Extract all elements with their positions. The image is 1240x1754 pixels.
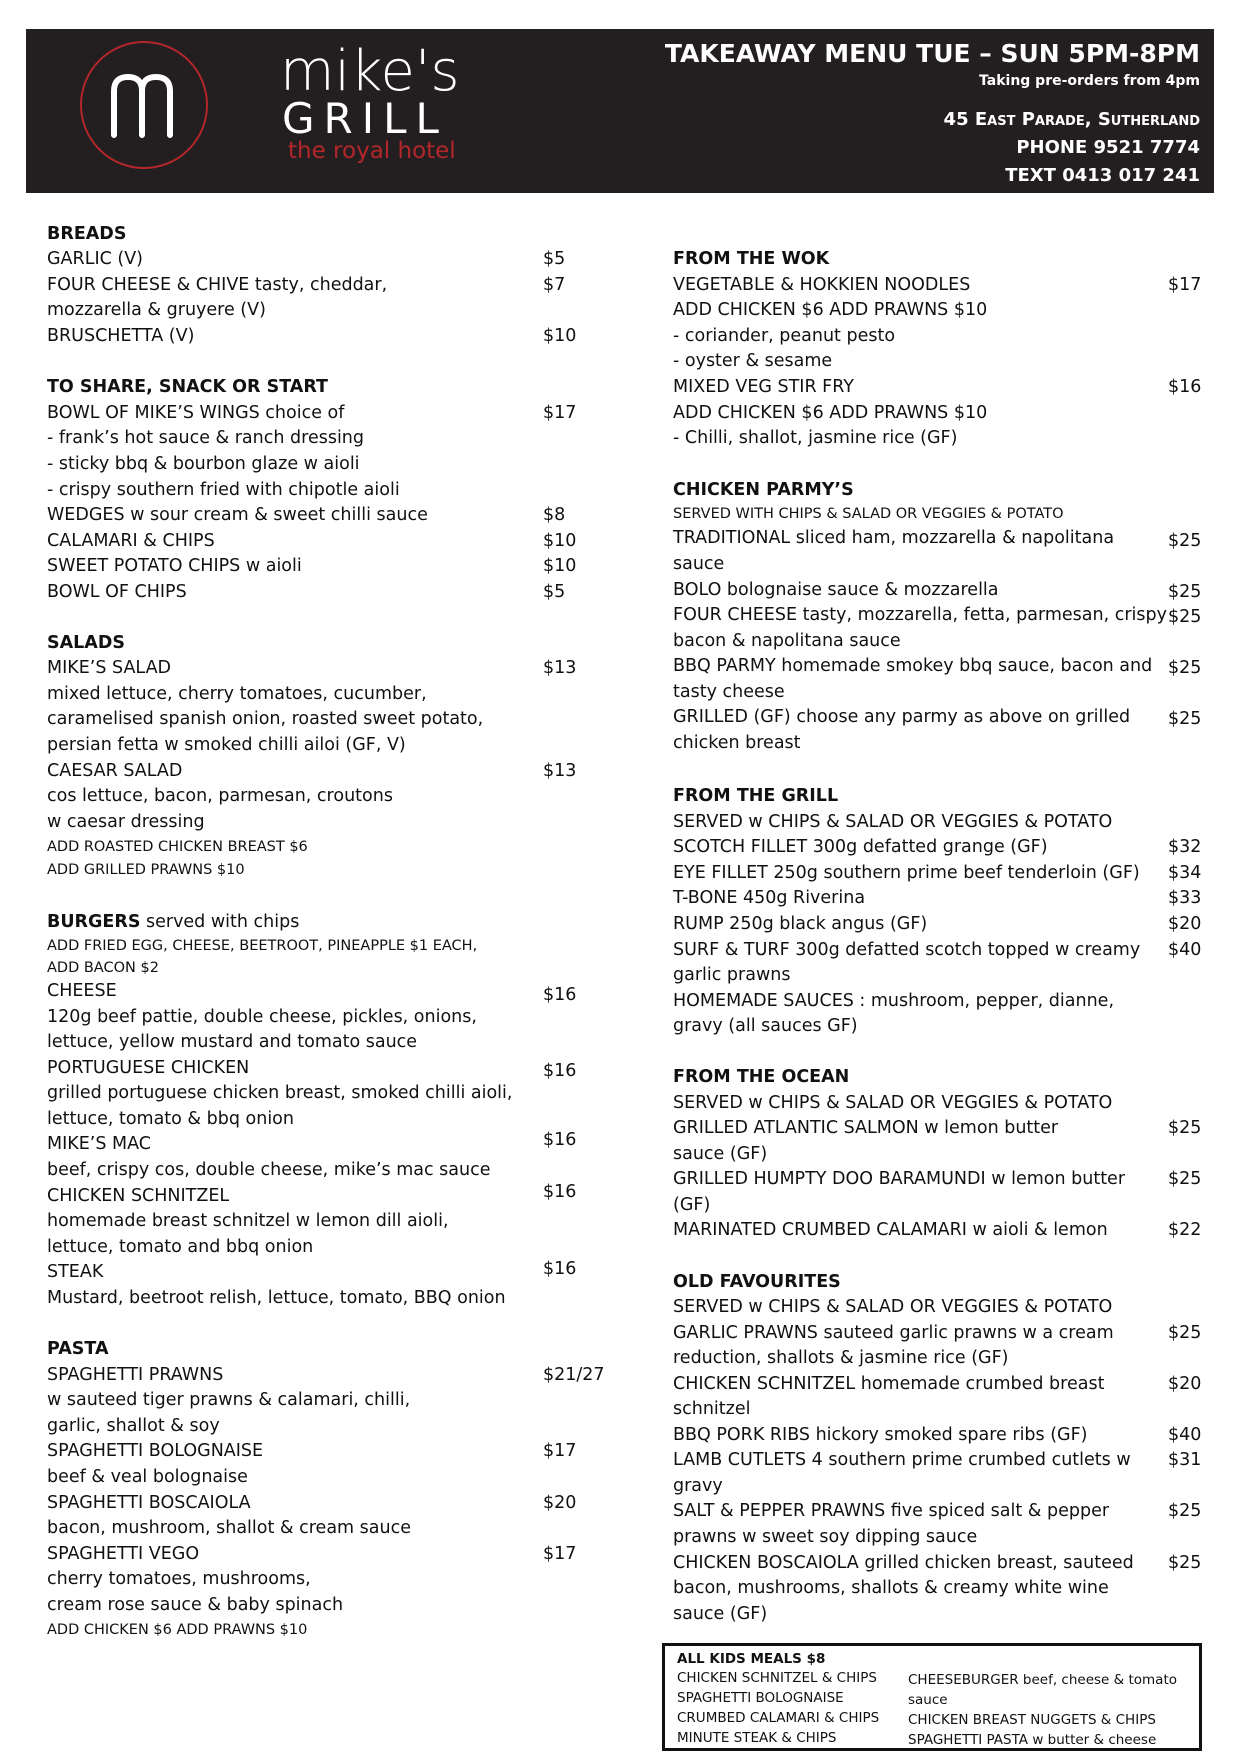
item-price: $20 [543,1493,577,1513]
item-price: $10 [543,556,577,576]
kids-item: SPAGHETTI PASTA w butter & cheese [908,1732,1157,1748]
item-price: $16 [543,1130,577,1150]
item-description: bacon & napolitana sauce [673,631,901,651]
item-description: - Chilli, shallot, jasmine rice (GF) [673,428,958,448]
section-note: SERVED w CHIPS & SALAD OR VEGGIES & POTATO [673,1093,1113,1113]
menu-item: BOWL OF MIKE’S WINGS choice of [47,403,345,423]
kids-item-description: sauce [908,1692,948,1708]
item-description: caramelised spanish onion, roasted sweet potato, [47,709,484,729]
item-price: $25 [1168,531,1202,551]
item-description: cos lettuce, bacon, parmesan, croutons [47,786,393,806]
burgers-heading: BURGERS [47,912,141,932]
phone: PHONE 9521 7774 [1016,137,1200,158]
item-price: $17 [543,403,577,423]
menu-item: TRADITIONAL sliced ham, mozzarella & napolitana [673,528,1115,548]
item-price: $25 [1168,1118,1202,1138]
item-price: $16 [543,1259,577,1279]
item-description: schnitzel [673,1399,751,1419]
address: 45 East Parade, Sutherland [943,109,1200,130]
menu-item: SPAGHETTI VEGO [47,1544,200,1564]
item-price: $16 [543,1182,577,1202]
item-price: $25 [1168,1501,1202,1521]
menu-item: SCOTCH FILLET 300g defatted grange (GF) [673,837,1048,857]
menu-item: PORTUGUESE CHICKEN [47,1058,250,1078]
item-price: $13 [543,658,577,678]
menu-title: TAKEAWAY MENU TUE – SUN 5PM-8PM [664,39,1200,68]
brand-subtitle: the royal hotel [288,138,456,164]
section-heading-parmy: CHICKEN PARMY’S [673,480,854,500]
item-price: $17 [1168,275,1202,295]
item-price: $21/27 [543,1365,605,1385]
header-banner [26,29,1214,193]
item-price: $5 [543,582,566,602]
item-description: bacon, mushrooms, shallots & creamy white wine [673,1578,1109,1598]
item-price: $25 [1168,582,1202,602]
item-price: $17 [543,1544,577,1564]
item-description: - sticky bbq & bourbon glaze w aioli [47,454,360,474]
section-heading-burgers [47,911,299,933]
menu-item: GRILLED HUMPTY DOO BARAMUNDI w lemon butter [673,1169,1126,1189]
menu-item: FOUR CHEESE & CHIVE tasty, cheddar, [47,275,388,295]
item-price: $5 [543,249,566,269]
section-heading-pasta: PASTA [47,1339,109,1359]
section-heading-favourites: OLD FAVOURITES [673,1272,841,1292]
item-description: beef & veal bolognaise [47,1467,248,1487]
kids-item: CRUMBED CALAMARI & CHIPS [677,1710,880,1726]
section-heading-breads: BREADS [47,224,127,244]
menu-item: MIKE’S SALAD [47,658,172,678]
item-price: $33 [1168,888,1202,908]
item-price: $16 [1168,377,1202,397]
menu-item: CALAMARI & CHIPS [47,531,215,551]
item-description: - crispy southern fried with chipotle aioli [47,480,400,500]
menu-item: FOUR CHEESE tasty, mozzarella, fetta, parmesan, crispy [673,605,1167,625]
menu-item: VEGETABLE & HOKKIEN NOODLES [673,275,971,295]
item-description: - frank’s hot sauce & ranch dressing [47,428,365,448]
kids-heading: ALL KIDS MEALS $8 [677,1651,826,1667]
menu-item: CHICKEN SCHNITZEL homemade crumbed breast [673,1374,1105,1394]
item-price: $22 [1168,1220,1202,1240]
item-price: $16 [543,985,577,1005]
item-addon: ADD BACON $2 [47,960,159,976]
logo-circle [80,41,208,169]
menu-item: GARLIC (V) [47,249,144,269]
kids-item: CHICKEN SCHNITZEL & CHIPS [677,1670,877,1686]
item-description: sauce (GF) [673,1144,768,1164]
item-description: bacon, mushroom, shallot & cream sauce [47,1518,411,1538]
menu-item: STEAK [47,1262,104,1282]
item-description: w sauteed tiger prawns & calamari, chilli, [47,1390,411,1410]
item-description: lettuce, yellow mustard and tomato sauce [47,1032,418,1052]
menu-item: T-BONE 450g Riverina [673,888,866,908]
item-description: sauce [673,554,725,574]
item-price: $7 [543,275,566,295]
menu-item: SWEET POTATO CHIPS w aioli [47,556,302,576]
menu-item: CHEESE [47,981,117,1001]
item-description: mixed lettuce, cherry tomatoes, cucumber, [47,684,427,704]
item-price: $20 [1168,914,1202,934]
item-description: - oyster & sesame [673,351,833,371]
item-addon: ADD CHICKEN $6 ADD PRAWNS $10 [673,300,988,320]
item-description: tasty cheese [673,682,785,702]
item-addon: ADD ROASTED CHICKEN BREAST $6 [47,839,308,855]
menu-item: CHICKEN SCHNITZEL [47,1186,230,1206]
item-description: chicken breast [673,733,801,753]
menu-subtitle: Taking pre-orders from 4pm [979,73,1200,89]
menu-item: WEDGES w sour cream & sweet chilli sauce [47,505,428,525]
kids-meals-box [662,1643,1202,1751]
section-note: SERVED w CHIPS & SALAD OR VEGGIES & POTATO [673,812,1113,832]
text-number: TEXT 0413 017 241 [1005,165,1200,186]
menu-item: SURF & TURF 300g defatted scotch topped w creamy [673,940,1141,960]
item-addon: ADD CHICKEN $6 ADD PRAWNS $10 [673,403,988,423]
item-description: sauce (GF) [673,1604,768,1624]
item-description: 120g beef pattie, double cheese, pickles, onions, [47,1007,477,1027]
menu-item: LAMB CUTLETS 4 southern prime crumbed cutlets w [673,1450,1131,1470]
item-description: HOMEMADE SAUCES : mushroom, pepper, dianne, [673,991,1115,1011]
menu-item: CAESAR SALAD [47,761,183,781]
item-addon: ADD CHICKEN $6 ADD PRAWNS $10 [47,1622,308,1638]
menu-item: GRILLED (GF) choose any parmy as above on grilled [673,707,1131,727]
section-heading-share: TO SHARE, SNACK OR START [47,377,328,397]
menu-item: BOLO bolognaise sauce & mozzarella [673,580,999,600]
kids-item: CHICKEN BREAST NUGGETS & CHIPS [908,1712,1156,1728]
item-price: $25 [1168,1553,1202,1573]
section-heading-grill: FROM THE GRILL [673,786,839,806]
brand-grill: GRILL [282,94,448,143]
menu-item: SPAGHETTI BOLOGNAISE [47,1441,264,1461]
item-price: $20 [1168,1374,1202,1394]
item-price: $40 [1168,1425,1202,1445]
menu-item: MARINATED CRUMBED CALAMARI w aioli & lemon [673,1220,1108,1240]
menu-item: GARLIC PRAWNS sauteed garlic prawns w a cream [673,1323,1114,1343]
item-description: Mustard, beetroot relish, lettuce, tomato, BBQ onion [47,1288,506,1308]
item-description: grilled portuguese chicken breast, smoked chilli aioli, [47,1083,513,1103]
item-description: cream rose sauce & baby spinach [47,1595,344,1615]
kids-item: SPAGHETTI BOLOGNAISE [677,1690,844,1706]
section-note: SERVED w CHIPS & SALAD OR VEGGIES & POTATO [673,1297,1113,1317]
item-description: lettuce, tomato and bbq onion [47,1237,314,1257]
item-addon: ADD FRIED EGG, CHEESE, BEETROOT, PINEAPPLE $1 EACH, [47,938,478,954]
item-description: gravy (all sauces GF) [673,1016,858,1036]
burgers-heading-note: served with chips [140,912,300,932]
item-price: $25 [1168,709,1202,729]
item-price: $10 [543,531,577,551]
menu-item: BBQ PARMY homemade smokey bbq sauce, bacon and [673,656,1153,676]
item-addon: ADD GRILLED PRAWNS $10 [47,862,245,878]
menu-item: EYE FILLET 250g southern prime beef tenderloin (GF) [673,863,1140,883]
item-price: $25 [1168,1169,1202,1189]
item-description: persian fetta w smoked chilli ailoi (GF, V) [47,735,406,755]
menu-item: MIXED VEG STIR FRY [673,377,854,397]
menu-item: SPAGHETTI BOSCAIOLA [47,1493,251,1513]
section-heading-ocean: FROM THE OCEAN [673,1067,850,1087]
item-price: $25 [1168,1323,1202,1343]
menu-item: SPAGHETTI PRAWNS [47,1365,224,1385]
item-price: $17 [543,1441,577,1461]
item-description: mozzarella & gruyere (V) [47,300,266,320]
item-price: $25 [1168,607,1202,627]
item-price: $25 [1168,658,1202,678]
item-price: $10 [543,326,577,346]
item-price: $34 [1168,863,1202,883]
item-description: garlic prawns [673,965,791,985]
menu-item: BBQ PORK RIBS hickory smoked spare ribs (GF) [673,1425,1088,1445]
section-heading-salads: SALADS [47,633,125,653]
item-price: $16 [543,1061,577,1081]
menu-item: BOWL OF CHIPS [47,582,187,602]
item-description: beef, crispy cos, double cheese, mike’s mac sauce [47,1160,491,1180]
item-description: (GF) [673,1195,711,1215]
kids-item: MINUTE STEAK & CHIPS [677,1730,837,1746]
menu-item: CHICKEN BOSCAIOLA grilled chicken breast, sauteed [673,1553,1134,1573]
item-description: - coriander, peanut pesto [673,326,896,346]
section-heading-wok: FROM THE WOK [673,249,830,269]
item-price: $32 [1168,837,1202,857]
section-note: SERVED WITH CHIPS & SALAD OR VEGGIES & POTATO [673,506,1064,522]
menu-item: SALT & PEPPER PRAWNS five spiced salt & pepper [673,1501,1110,1521]
kids-item: CHEESEBURGER beef, cheese & tomato [908,1672,1178,1688]
menu-item: GRILLED ATLANTIC SALMON w lemon butter [673,1118,1059,1138]
brand-name: mike's [280,39,460,104]
item-description: garlic, shallot & soy [47,1416,220,1436]
item-price: $8 [543,505,566,525]
item-description: cherry tomatoes, mushrooms, [47,1569,311,1589]
item-description: prawns w sweet soy dipping sauce [673,1527,978,1547]
item-description: lettuce, tomato & bbq onion [47,1109,294,1129]
item-price: $40 [1168,940,1202,960]
item-description: homemade breast schnitzel w lemon dill aioli, [47,1211,449,1231]
item-description: gravy [673,1476,723,1496]
menu-item: BRUSCHETTA (V) [47,326,195,346]
logo-m-icon [82,43,206,167]
menu-item: MIKE’S MAC [47,1134,152,1154]
item-price: $13 [543,761,577,781]
item-price: $31 [1168,1450,1202,1470]
item-description: reduction, shallots & jasmine rice (GF) [673,1348,1009,1368]
item-description: w caesar dressing [47,812,205,832]
menu-item: RUMP 250g black angus (GF) [673,914,928,934]
